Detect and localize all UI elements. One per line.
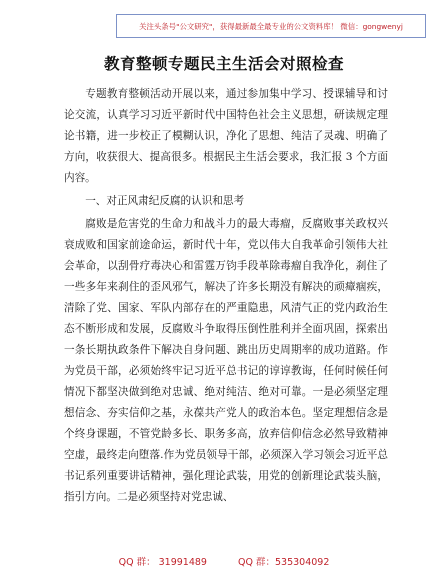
intro-paragraph: 专题教育整顿活动开展以来，通过参加集中学习、授课辅导和讨论交流，认真学习习近平新时代中国特色社会主义思想，研读规定理论书籍，进一步校正了模糊认识，净化了思想、纯洁了灵魂、明确了方向，收获很大、提高很多。根据民主生活会要求，我汇报 3 个方面内容。: [64, 88, 388, 184]
promo-banner: [116, 14, 426, 38]
body-paragraph: 腐败是危害党的生命力和战斗力的最大毒瘤，反腐败事关政权兴衰成败和国家前途命运，新时代十年，党以伟大自我革命引领伟大社会革命，以刮骨疗毒决心和雷霆万钧手段革除毒瘤自我净化，刹住了一些多年来刹住的歪风邪气，解决了许多长期没有解决的顽瘴痼疾，清除了党、国家、军队内部存在的严重隐患，风清气正的党内政治生态不断形成和发展，反腐败斗争取得压倒性胜利并全面巩固，探索出一条长期执政条件下解决自身问题、跳出历史周期率的成功道路。作为党员干部，必须始终牢记习近平总书记的谆谆教诲，任何时候任何情况下都坚决做到绝对忠诚、绝对纯洁、绝对可靠。一是必须坚定理想信念、夯实信仰之基，永葆共产党人的政治本色。坚定理想信念是个终身课题，不管党龄多长、职务多高，放弃信仰信念必然导致精神空虚，最终走向堕落.作为党员领导干部，必须深入学习领会习近平总书记系列重要讲话精神，强化理论武装，用党的创新理论武装头脑，指引方向。二是必须坚持对党忠诚、: [64, 218, 388, 503]
promo-banner-text: 关注头条号"公文研究"，获得最新最全最专业的公文资料库！ 微信：gongwenyj: [139, 21, 403, 31]
footer-qq-group-1: QQ 群： 31991489: [118, 557, 207, 568]
footer-qq-group-2: QQ 群：535304092: [238, 557, 330, 568]
document-title: 教育整顿专题民主生活会对照检查: [103, 54, 344, 73]
section-heading: 一、对正风肃纪反腐的认识和思考: [85, 195, 245, 207]
footer-contact: [0, 554, 448, 568]
document-body: [64, 84, 388, 510]
